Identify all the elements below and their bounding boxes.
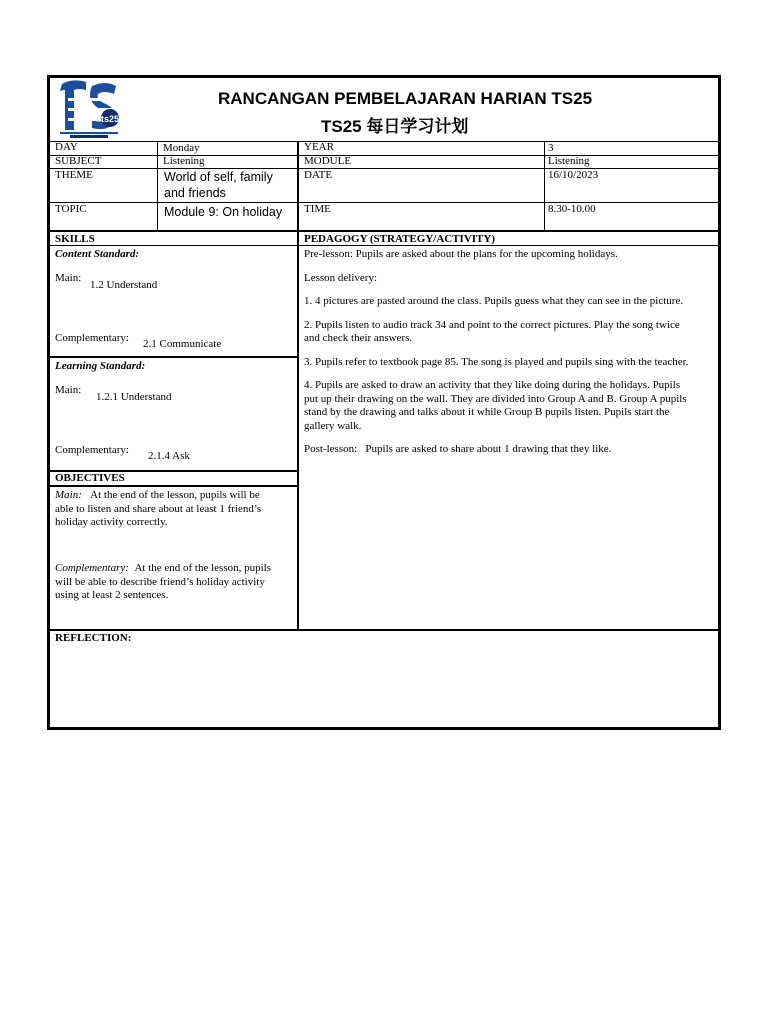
objectives-main (55, 489, 293, 530)
objectives-main-line1: At the end of the lesson, pupils will be (90, 489, 260, 501)
day-value: Monday (163, 142, 200, 154)
cs-main-label: Main: (55, 272, 82, 284)
topic-value: Module 9: On holiday (164, 205, 283, 219)
pre-lesson: Pre-lesson: Pupils are asked about the plans for the upcoming holidays. (304, 248, 618, 260)
content-standard-label: Content Standard: (55, 248, 140, 260)
objectives-heading: OBJECTIVES (55, 472, 125, 484)
year-value: 3 (548, 142, 554, 154)
ls-comp-label: Complementary: (55, 444, 129, 456)
cs-main-value: 1.2 Understand (90, 279, 158, 291)
objectives-comp-line1: At the end of the lesson, pupils (134, 562, 272, 574)
reflection-heading: REFLECTION: (55, 632, 132, 644)
step-4-line2: put up their drawing on the wall. They are divided into Group A and B. Group A pupils (304, 392, 687, 405)
module-value: Listening (548, 155, 590, 167)
page-subtitle: TS25 每日学习计划 (321, 117, 469, 136)
ts25-logo (56, 78, 122, 140)
cs-comp-label: Complementary: (55, 332, 129, 344)
objectives-comp-label: Complementary: (55, 562, 129, 574)
objectives-comp-line2: will be able to describe friend’s holiday activity (55, 575, 265, 588)
ls-main-value: 1.2.1 Understand (96, 391, 172, 403)
learning-standard-label: Learning Standard: (55, 360, 146, 372)
objectives-comp (55, 562, 293, 603)
time-label: TIME (304, 203, 331, 215)
step-3: 3. Pupils refer to textbook page 85. The song is played and pupils sing with the teacher. (304, 355, 689, 368)
objectives-main-label: Main: (55, 489, 82, 501)
step-4-line1: 4. Pupils are asked to draw an activity that they like doing during the holidays. Pupils (304, 379, 681, 391)
lesson-plan-sheet (47, 75, 721, 730)
post-lesson: Post-lesson: Pupils are asked to share about 1 drawing that they like. (304, 443, 612, 455)
theme-value-line2: and friends (164, 186, 226, 200)
pedagogy-heading: PEDAGOGY (STRATEGY/ACTIVITY) (304, 233, 495, 245)
page-title: RANCANGAN PEMBELAJARAN HARIAN TS25 (218, 89, 593, 108)
theme-value-line1: World of self, family (164, 170, 273, 184)
topic-label: TOPIC (55, 203, 87, 215)
module-label: MODULE (304, 155, 352, 167)
step-2-line2: and check their answers. (304, 332, 413, 344)
skills-heading: SKILLS (55, 233, 95, 245)
subject-label: SUBJECT (55, 155, 102, 167)
step-1: 1. 4 pictures are pasted around the class. Pupils guess what they can see in the picture. (304, 295, 684, 307)
subject-value: Listening (163, 155, 205, 167)
cs-comp-value: 2.1 Communicate (143, 338, 222, 350)
date-label: DATE (304, 169, 333, 181)
step-4-line4: gallery walk. (304, 419, 362, 432)
step-2-line1: 2. Pupils listen to audio track 34 and point to the correct pictures. Play the song twice (304, 318, 680, 331)
lesson-delivery: Lesson delivery: (304, 271, 378, 284)
day-label: DAY (55, 141, 78, 153)
ts25-logo-icon (56, 78, 122, 140)
ls-main-label: Main: (55, 384, 82, 396)
objectives-comp-line3: using at least 2 sentences. (55, 589, 169, 601)
theme-label: THEME (55, 169, 93, 181)
logo-text: ts25 (100, 114, 120, 124)
objectives-main-line3: holiday activity correctly. (55, 516, 168, 528)
ls-comp-value: 2.1.4 Ask (148, 450, 190, 462)
date-value: 16/10/2023 (548, 169, 599, 181)
objectives-main-line2: able to listen and share about at least 1 friend’s (55, 502, 262, 515)
time-value: 8.30-10.00 (548, 203, 596, 215)
year-label: YEAR (304, 141, 334, 153)
step-4-line3: stand by the drawing and talks about it while Group B pupils listen. Pupils start the (304, 406, 670, 418)
pedagogy-content (304, 248, 714, 457)
